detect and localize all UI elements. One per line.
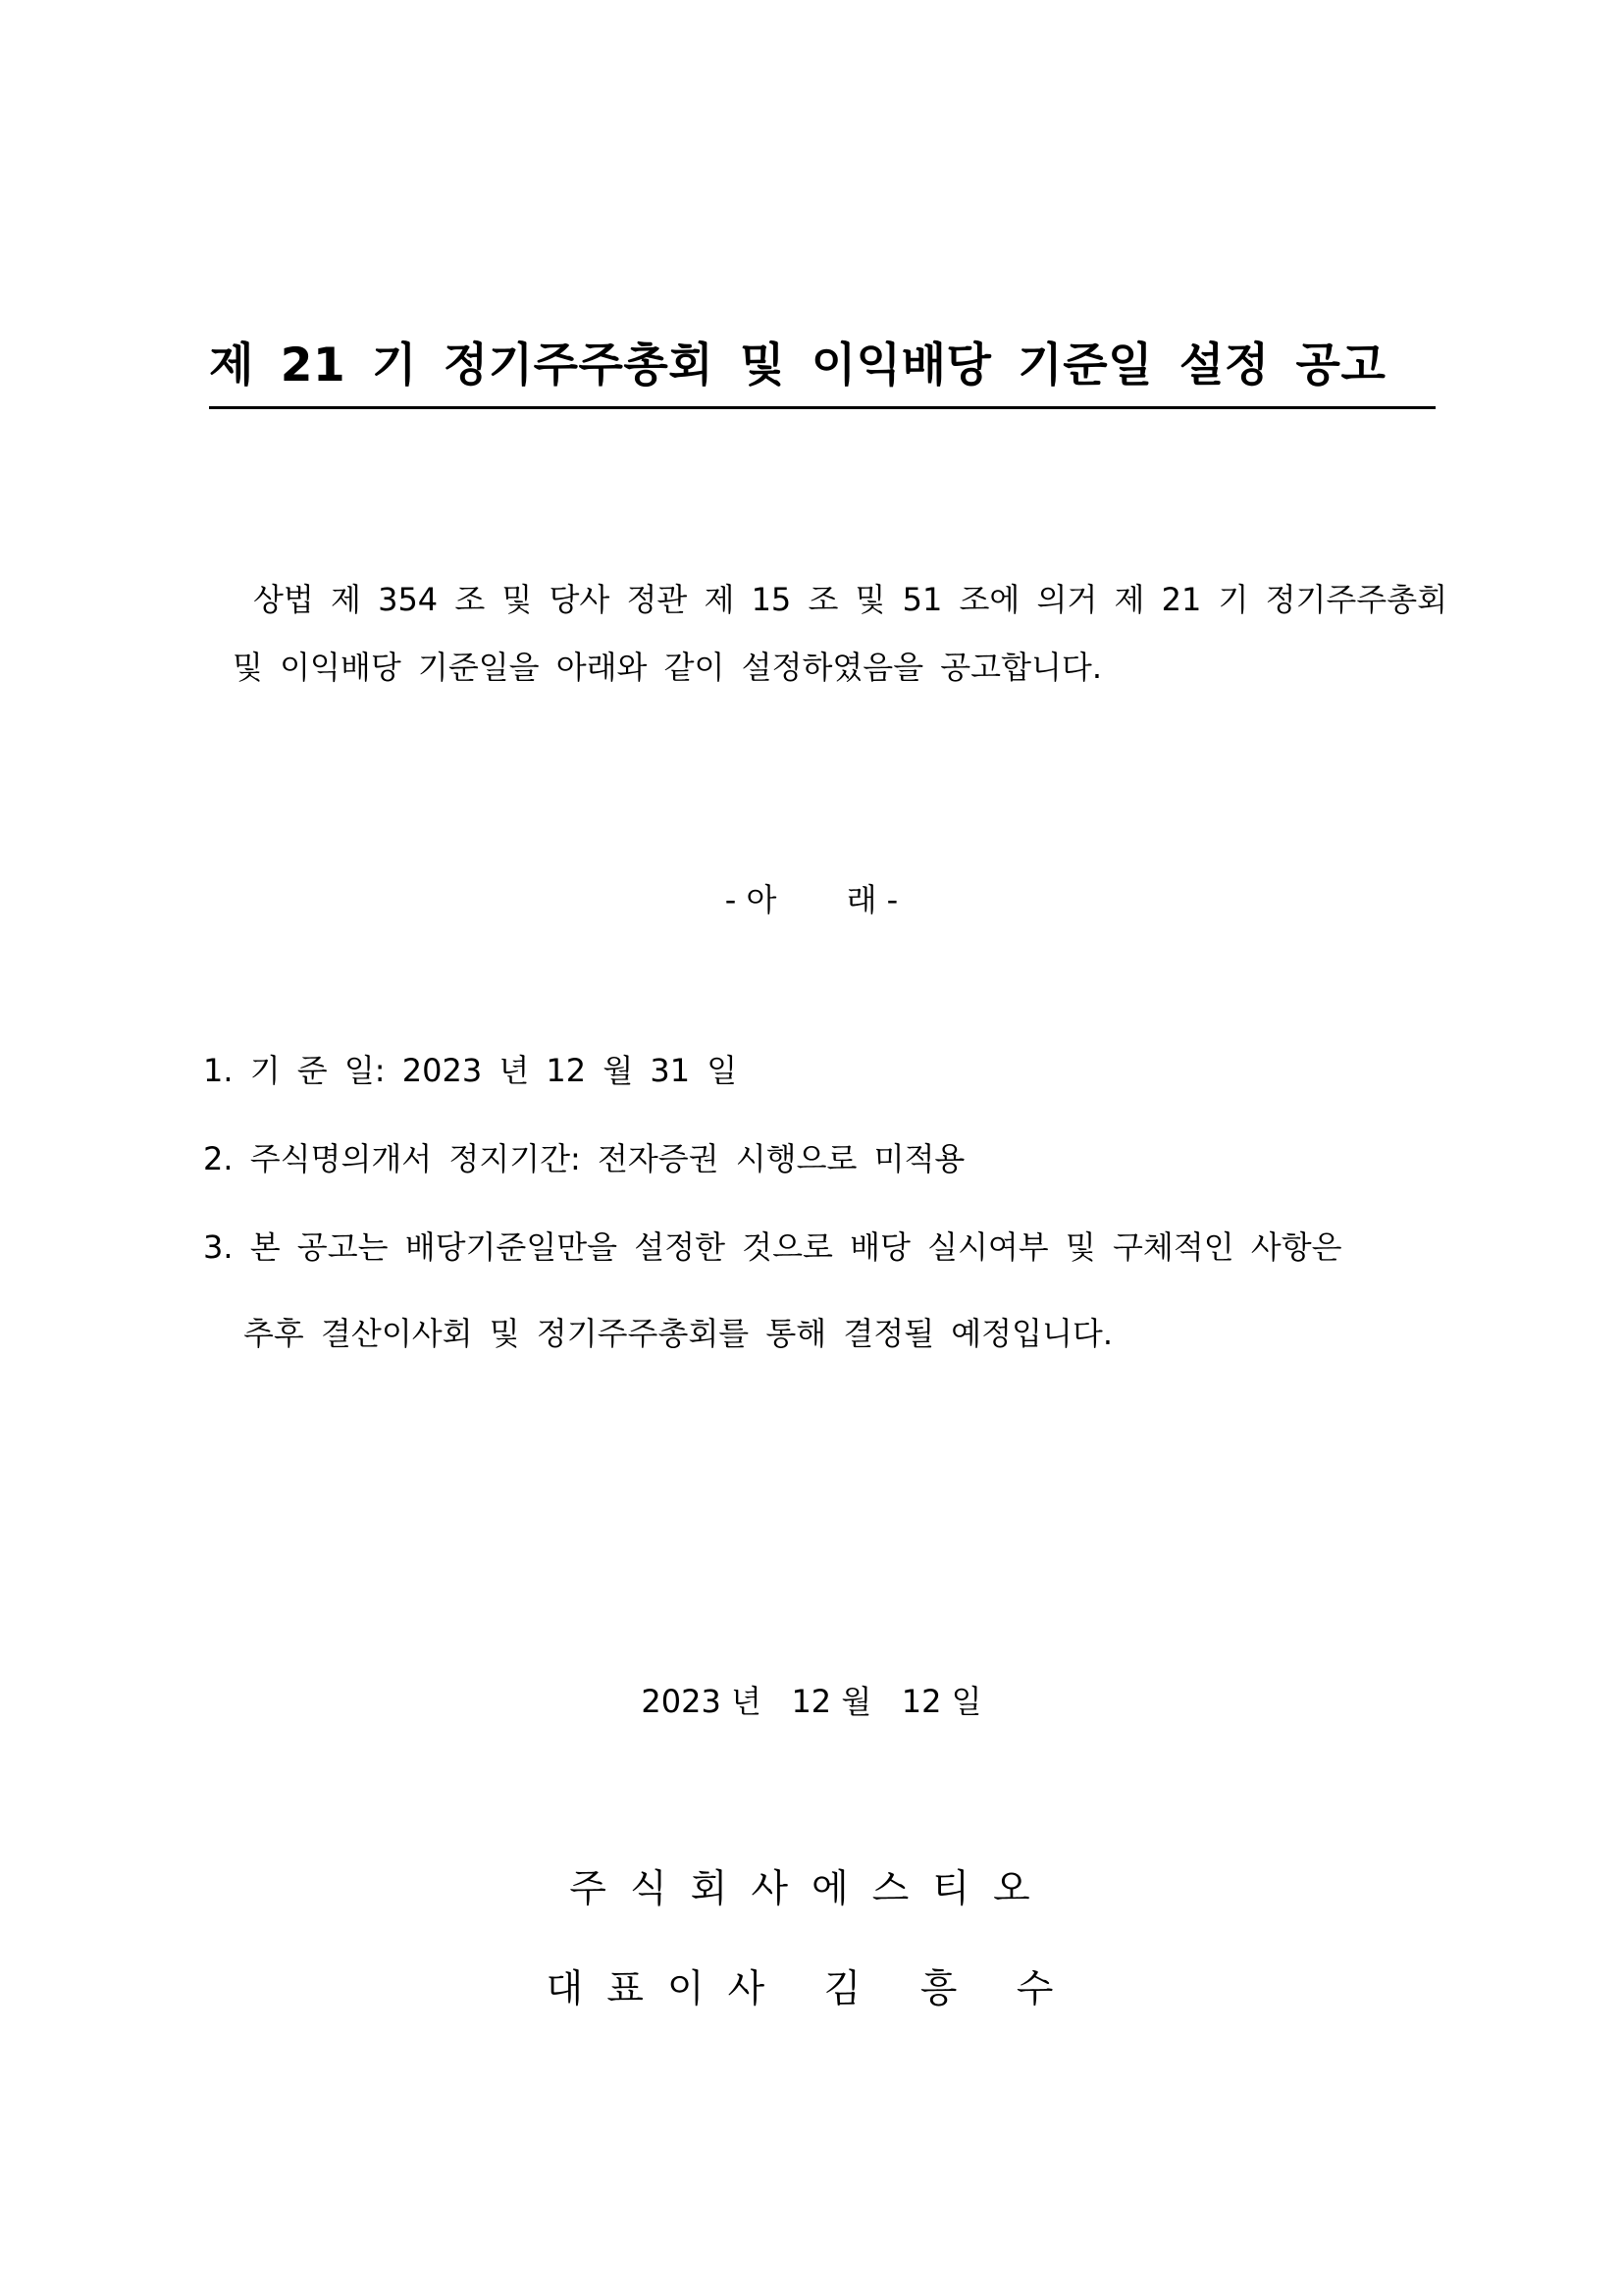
list-item-closure-period: 2. 주식명의개서 정지기간: 전자증권 시행으로 미적용 — [203, 1140, 966, 1177]
list-item-notice-continuation: 추후 결산이사회 및 정기주주총회를 통해 결정될 예정입니다. — [243, 1315, 1114, 1352]
title-underline — [209, 406, 1436, 409]
notice-title: 제 21 기 정기주주총회 및 이익배당 기준일 설정 공고 — [209, 339, 1387, 392]
intro-line-2: 및 이익배당 기준일을 아래와 같이 설정하였음을 공고합니다. — [233, 649, 1103, 686]
intro-line-1: 상법 제 354 조 및 당사 정관 제 15 조 및 51 조에 의거 제 21 기 정기주주총회 — [253, 581, 1448, 618]
notice-date: 2023 년 12 월 12 일 — [641, 1683, 982, 1720]
company-name: 주식회사에스티오 — [569, 1867, 1054, 1911]
list-item-record-date: 1. 기 준 일: 2023 년 12 월 31 일 — [203, 1052, 738, 1089]
list-item-notice: 3. 본 공고는 배당기준일만을 설정한 것으로 배당 실시여부 및 구체적인 사항은 — [203, 1228, 1342, 1266]
ceo-name: 대표이사 김 흥 수 — [546, 1967, 1077, 2011]
section-separator: - 아 래 - — [724, 881, 899, 918]
